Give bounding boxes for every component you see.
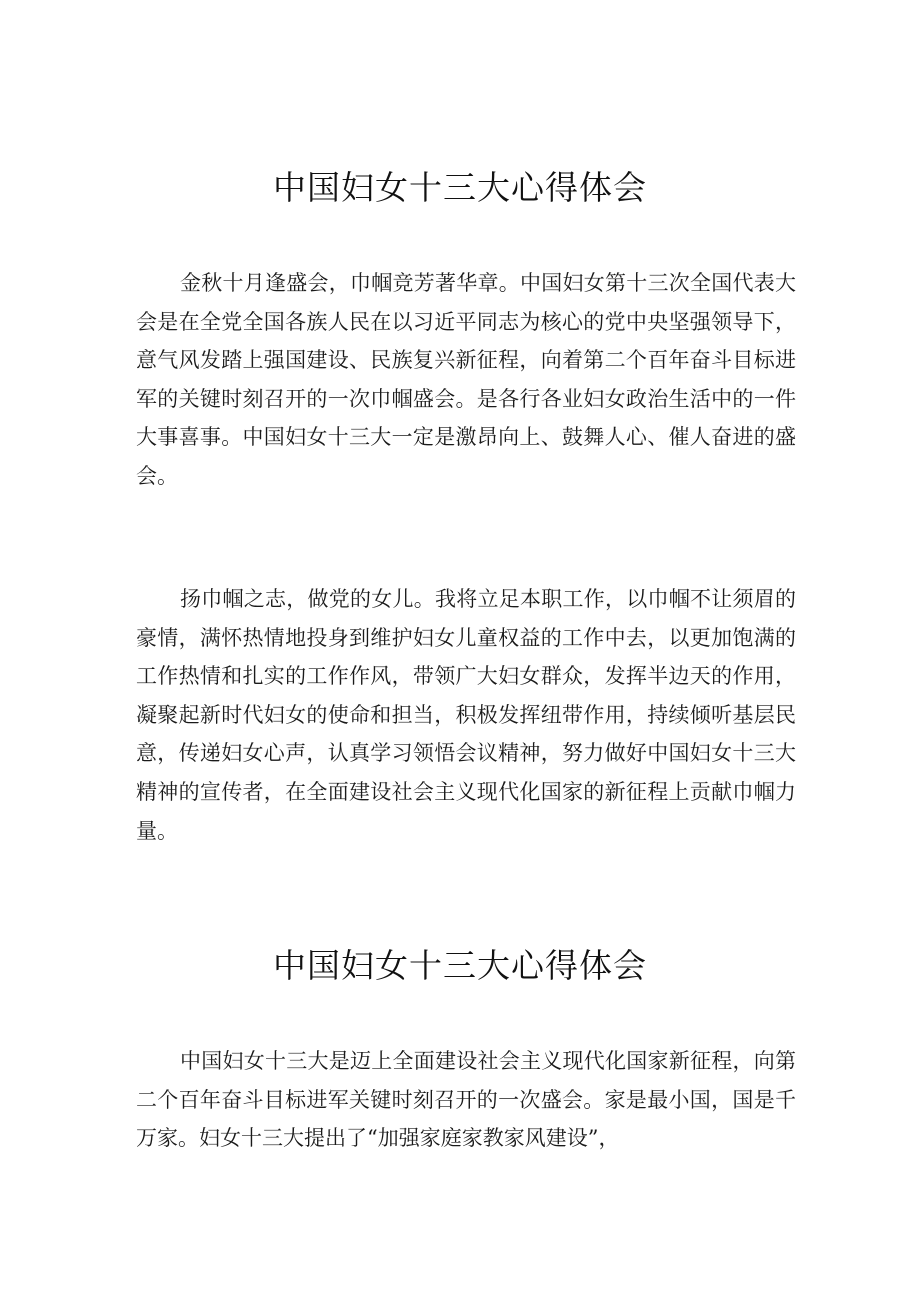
section-1-title: 中国妇女十三大心得体会 (273, 168, 647, 207)
section-1-paragraph-2: 扬巾帼之志，做党的女儿。我将立足本职工作，以巾帼不让须眉的豪情，满怀热情地投身到维护妇女儿童权益的工作中去，以更加饱满的工作热情和扎实的工作作风，带领广大妇女群众，发挥半边天的作用，凝聚起新时代妇女的使命和担当，积极发挥纽带作用，持续倾听基层民意，传递妇女心声，认真学习领悟会议精神，努力做好中国妇女十三大精神的宣传者，在全面建设社会主义现代化国家的新征程上贡献巾帼力量。 (136, 587, 796, 843)
section-2-paragraph-1: 中国妇女十三大是迈上全面建设社会主义现代化国家新征程，向第二个百年奋斗目标进军关键时刻召开的一次盛会。家是最小国，国是千万家。妇女十三大提出了“加强家庭家教家风建设”， (136, 1049, 796, 1151)
section-1-paragraph-1: 金秋十月逢盛会，巾帼竞芳著华章。中国妇女第十三次全国代表大会是在全党全国各族人民在以习近平同志为核心的党中央坚强领导下，意气风发踏上强国建设、民族复兴新征程，向着第二个百年奋斗目标进军的关键时刻召开的一次巾帼盛会。是各行各业妇女政治生活中的一件大事喜事。中国妇女十三大一定是激昂向上、鼓舞人心、催人奋进的盛会。 (136, 271, 796, 488)
section-2-title: 中国妇女十三大心得体会 (273, 946, 647, 985)
